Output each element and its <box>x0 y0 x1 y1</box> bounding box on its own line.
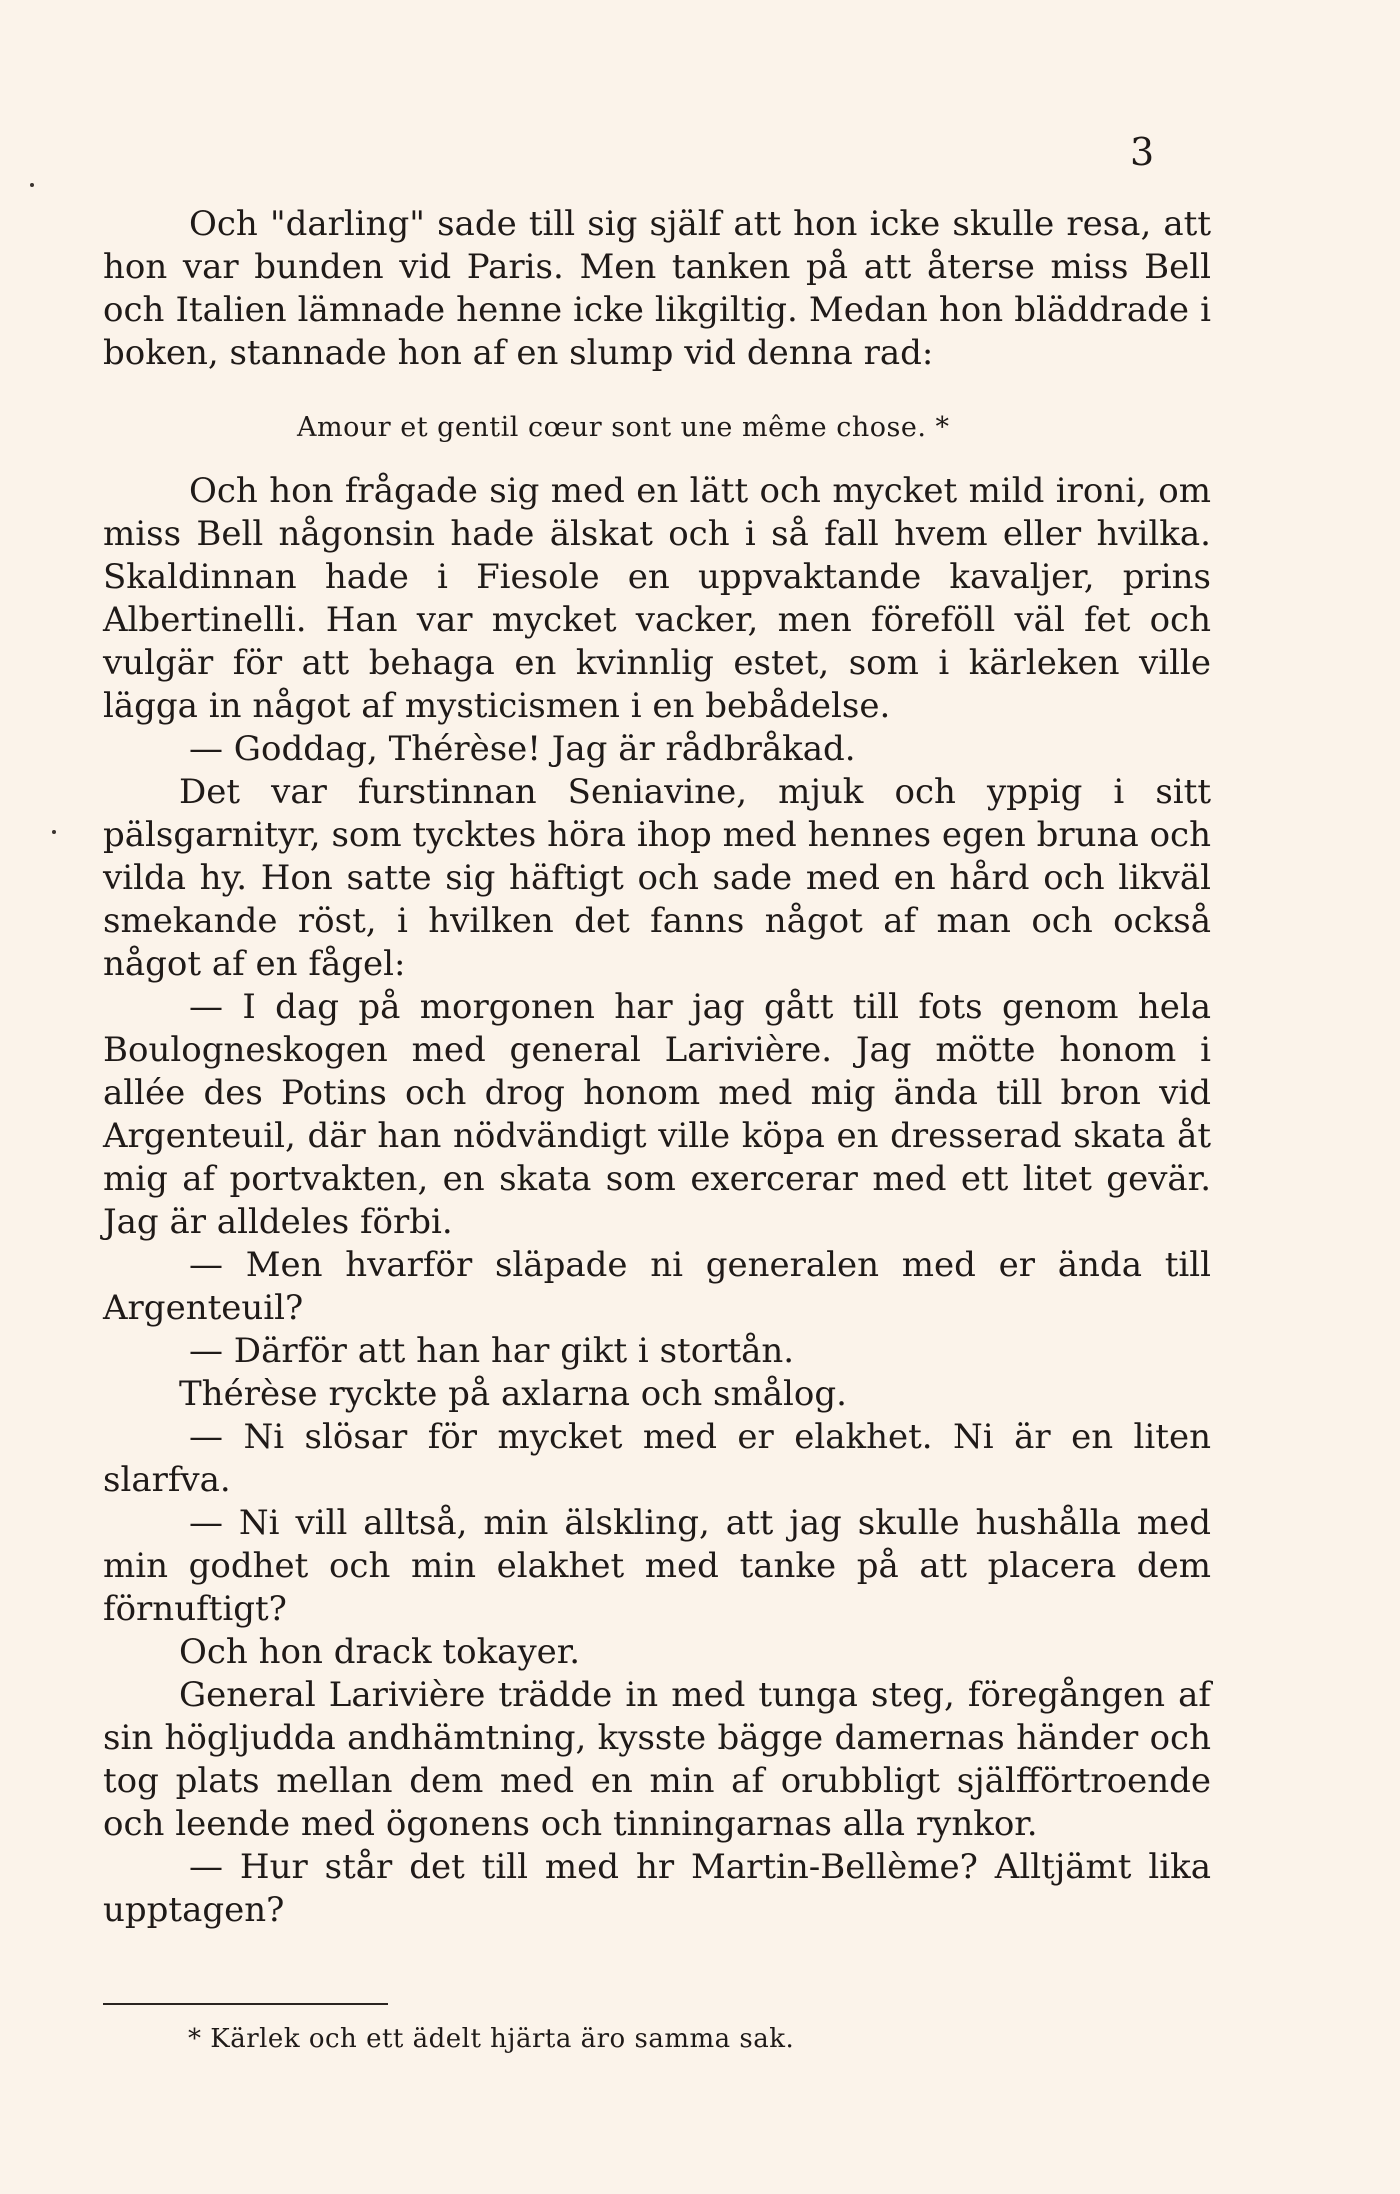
paragraph: Och "darling" sade till sig själf att hon icke skulle resa, att hon var bunden vid Paris. Men tanken på att återse miss Bell och Italien lämnade henne icke likgiltig. Medan hon bläddrade i boken, stannade hon af en slump vid denna rad: <box>103 204 1211 373</box>
page-number: 3 <box>1130 130 1155 174</box>
body-text-top <box>103 203 1211 375</box>
paragraph: — Hur står det till med hr Martin-Bellème? Alltjämt lika upptagen? <box>103 1847 1211 1930</box>
body-text-main <box>103 470 1211 1932</box>
paragraph: — I dag på morgonen har jag gått till fots genom hela Boulogneskogen med general Larivière. Jag mötte honom i allée des Potins och drog honom med mig ända till bron vid Argenteuil, där han nödvändigt ville köpa en dresserad skata åt mig af portvakten, en skata som exercerar med ett litet gevär. Jag är alldeles förbi. <box>103 987 1211 1242</box>
footnote: * Kärlek och ett ädelt hjärta äro samma sak. <box>188 2024 795 2054</box>
paper-speck <box>30 183 34 187</box>
paragraph: — Ni slösar för mycket med er elakhet. Ni är en liten slarfva. <box>103 1417 1211 1500</box>
paragraph: Och hon drack tokayer. <box>179 1632 581 1672</box>
paragraph: — Goddag, Thérèse! Jag är rådbråkad. <box>189 729 856 769</box>
paragraph: — Ni vill alltså, min älskling, att jag skulle hushålla med min godhet och min elakhet med tanke på att placera dem förnuftigt? <box>103 1503 1211 1629</box>
paper-speck <box>52 830 56 834</box>
paragraph: Thérèse ryckte på axlarna och smålog. <box>179 1374 847 1414</box>
paragraph: Det var furstinnan Seniavine, mjuk och yppig i sitt pälsgarnityr, som tycktes höra ihop med hennes egen bruna och vilda hy. Hon satte sig häftigt och sade med en hård och likväl smekande röst, i hvilken det fanns något af man och också något af en fågel: <box>103 772 1211 984</box>
paragraph: — Men hvarför släpade ni generalen med er ända till Argenteuil? <box>103 1245 1211 1328</box>
paragraph: General Larivière trädde in med tunga steg, föregången af sin högljudda andhämtning, kysste bägge damernas händer och tog plats mellan dem med en min af orubbligt själfförtroende och leende med ögonens och tinningarnas alla rynkor. <box>103 1675 1211 1844</box>
quoted-verse: Amour et gentil cœur sont une même chose. * <box>297 412 950 443</box>
paragraph: — Därför att han har gikt i stortån. <box>189 1331 795 1371</box>
footnote-rule <box>103 2003 388 2005</box>
paragraph: Och hon frågade sig med en lätt och mycket mild ironi, om miss Bell någonsin hade älskat och i så fall hvem eller hvilka. Skaldinnan hade i Fiesole en uppvaktande kavaljer, prins Albertinelli. Han var mycket vacker, men föreföll väl fet och vulgär för att behaga en kvinnlig estet, som i kärleken ville lägga in något af mysticismen i en bebådelse. <box>103 471 1211 726</box>
